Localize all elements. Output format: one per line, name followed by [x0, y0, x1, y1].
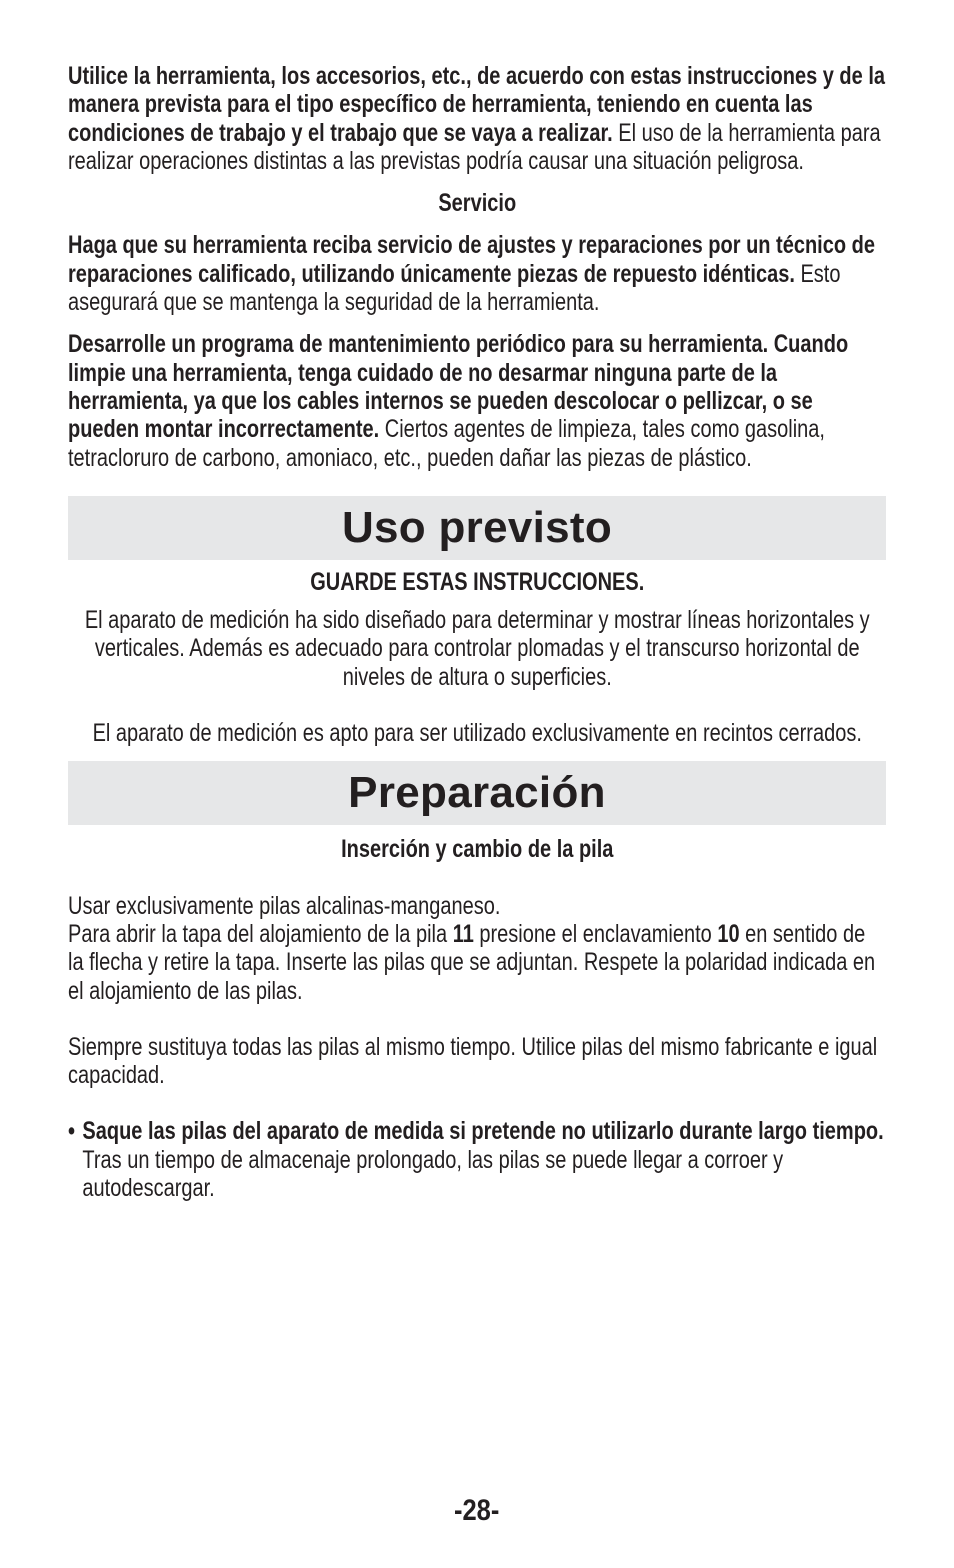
servicio-heading: Servicio: [438, 189, 516, 218]
intro-regular-text: El uso de la herramienta para realizar operaciones distintas a las previstas podría causar una situación peligrosa.: [68, 118, 881, 175]
servicio-p1-bold: Haga que su herramienta reciba servicio de ajustes y reparaciones por un técnico de reparaciones calificado, utilizando únicamente piezas de repuesto idénticas.: [68, 231, 875, 288]
bullet-mark: •: [68, 1117, 76, 1146]
page-number: -28-: [454, 1494, 500, 1527]
preparacion-banner: [68, 761, 886, 825]
bullet-item: [68, 1117, 886, 1202]
uso-previsto-banner: [68, 496, 886, 560]
servicio-paragraph-1: [68, 231, 886, 316]
reference-11: 11: [452, 919, 474, 948]
uso-previsto-paragraph-2: El aparato de medición es apto para ser utilizado exclusivamente en recintos cerrados.: [92, 719, 862, 748]
preparacion-paragraph-2: Siempre sustituya todas las pilas al mismo tiempo. Utilice pilas del mismo fabricante e igual capacidad.: [68, 1032, 878, 1090]
reference-10: 10: [717, 919, 740, 948]
servicio-p2-bold: Desarrolle un programa de mantenimiento periódico para su herramienta. Cuando limpie una herramienta, tenga cuidado de no desarmar ninguna parte de la herramienta, ya que los cables internos se pueden descolocar o pellizcar, o se pueden montar incorrectamente.: [68, 330, 849, 444]
bullet-text: Saque las pilas del aparato de medida si pretende no utilizarlo durante largo tiempo. Tras un tiempo de almacenaje prolongado, las pilas se puede llegar a corroer y autodescargar.: [82, 1117, 884, 1203]
document-page: [68, 62, 886, 1202]
preparacion-line-1: Usar exclusivamente pilas alcalinas-manganeso.: [68, 891, 501, 920]
preparacion-title: Preparación: [348, 768, 606, 818]
preparacion-subheading: Inserción y cambio de la pila: [340, 835, 614, 864]
servicio-p1-regular: Esto asegurará que se mantenga la seguridad de la herramienta.: [68, 259, 841, 317]
uso-previsto-subheading: GUARDE ESTAS INSTRUCCIONES.: [309, 567, 645, 596]
servicio-p2-regular: Ciertos agentes de limpieza, tales como gasolina, tetracloruro de carbono, amoniaco, etc., pueden dañar las piezas de plástico.: [68, 415, 825, 472]
preparacion-paragraph-1: Para abrir la tapa del alojamiento de la pila 11 presione el enclavamiento 10 en sentido de la flecha y retire la tapa. Inserte las pilas que se adjuntan. Respete la polaridad indicada en el alojamiento de las pilas.: [68, 919, 876, 1005]
uso-previsto-title: Uso previsto: [341, 502, 613, 552]
uso-previsto-paragraph-1: El aparato de medición ha sido diseñado para determinar y mostrar líneas horizontales y verticales. Además es adecuado para controlar plomadas y el transcurso horizontal de niveles de altura o superficies.: [84, 606, 870, 691]
intro-paragraph: [68, 62, 886, 175]
intro-bold-text: Utilice la herramienta, los accesorios, etc., de acuerdo con estas instrucciones y de la manera prevista para el tipo específico de herramienta, teniendo en cuenta las condiciones de trabajo y el trabajo que se vaya a realizar.: [68, 62, 886, 147]
servicio-paragraph-2: [68, 330, 886, 471]
